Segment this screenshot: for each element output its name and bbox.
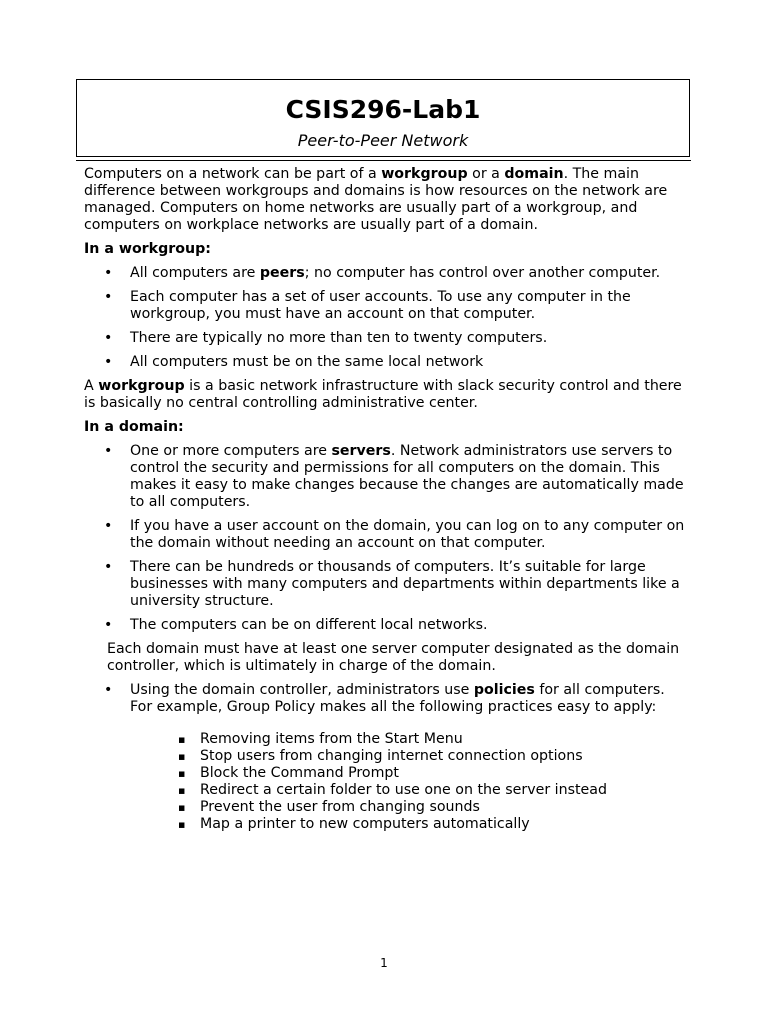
list-item: ▪ Block the Command Prompt (178, 765, 399, 781)
bullet-icon: • (104, 617, 113, 633)
list-item: • All computers must be on the same local network (104, 354, 484, 370)
bullet-icon: • (104, 518, 113, 534)
page-number: 1 (380, 956, 388, 970)
bullet-icon: • (104, 354, 113, 370)
square-bullet-icon: ▪ (178, 767, 186, 780)
title-box (76, 79, 690, 157)
square-bullet-icon: ▪ (178, 801, 186, 814)
document-body (84, 166, 688, 833)
domain-heading: In a domain: (84, 419, 184, 435)
list-item: • If you have a user account on the domain, you can log on to any computer on the domain without needing an account on that computer. (104, 518, 685, 551)
square-bullet-icon: ▪ (178, 750, 186, 763)
list-item: ▪ Redirect a certain folder to use one on the server instead (178, 782, 607, 798)
bullet-icon: • (104, 265, 113, 281)
policy-intro-list (84, 682, 688, 716)
list-item: ▪ Map a printer to new computers automatically (178, 816, 530, 832)
policy-list (84, 731, 688, 833)
intro-paragraph: Computers on a network can be part of a workgroup or a domain. The main difference between workgroups and domains is how resources on the network are managed. Computers on home networks are usually part of a workgroup, and computers on workplace networks are usually part of a domain. (84, 166, 668, 233)
list-item: ▪ Stop users from changing internet connection options (178, 748, 583, 764)
list-item: ▪ Removing items from the Start Menu (178, 731, 463, 747)
square-bullet-icon: ▪ (178, 733, 186, 746)
workgroup-heading: In a workgroup: (84, 241, 211, 257)
list-item: • Each computer has a set of user accounts. To use any computer in the workgroup, you must have an account on that computer. (104, 289, 631, 322)
bullet-icon: • (104, 443, 113, 459)
bullet-icon: • (104, 330, 113, 346)
square-bullet-icon: ▪ (178, 784, 186, 797)
list-item: • There are typically no more than ten to twenty computers. (104, 330, 548, 346)
list-item: • The computers can be on different local networks. (104, 617, 488, 633)
workgroup-summary: A workgroup is a basic network infrastructure with slack security control and there is basically no central controlling administrative center. (84, 378, 682, 411)
list-item: • There can be hundreds or thousands of computers. It’s suitable for large businesses with many computers and departments within departments like a university structure. (104, 559, 680, 609)
bullet-icon: • (104, 559, 113, 575)
list-item: • One or more computers are servers. Network administrators use servers to control the security and permissions for all computers on the domain. This makes it easy to make changes because the changes are automatically made to all computers. (104, 443, 684, 510)
workgroup-list (84, 265, 688, 371)
domain-list (84, 443, 688, 634)
domain-controller-paragraph: Each domain must have at least one server computer designated as the domain controller, which is ultimately in charge of the domain. (107, 641, 680, 674)
square-bullet-icon: ▪ (178, 818, 186, 831)
list-item: • Using the domain controller, administrators use policies for all computers. For example, Group Policy makes all the following practices easy to apply: (104, 682, 665, 715)
bullet-icon: • (104, 289, 113, 305)
list-item: • All computers are peers; no computer has control over another computer. (104, 265, 661, 281)
bullet-icon: • (104, 682, 113, 698)
page-subtitle: Peer-to-Peer Network (297, 131, 469, 150)
list-item: ▪ Prevent the user from changing sounds (178, 799, 480, 815)
page-title: CSIS296-Lab1 (285, 95, 481, 124)
